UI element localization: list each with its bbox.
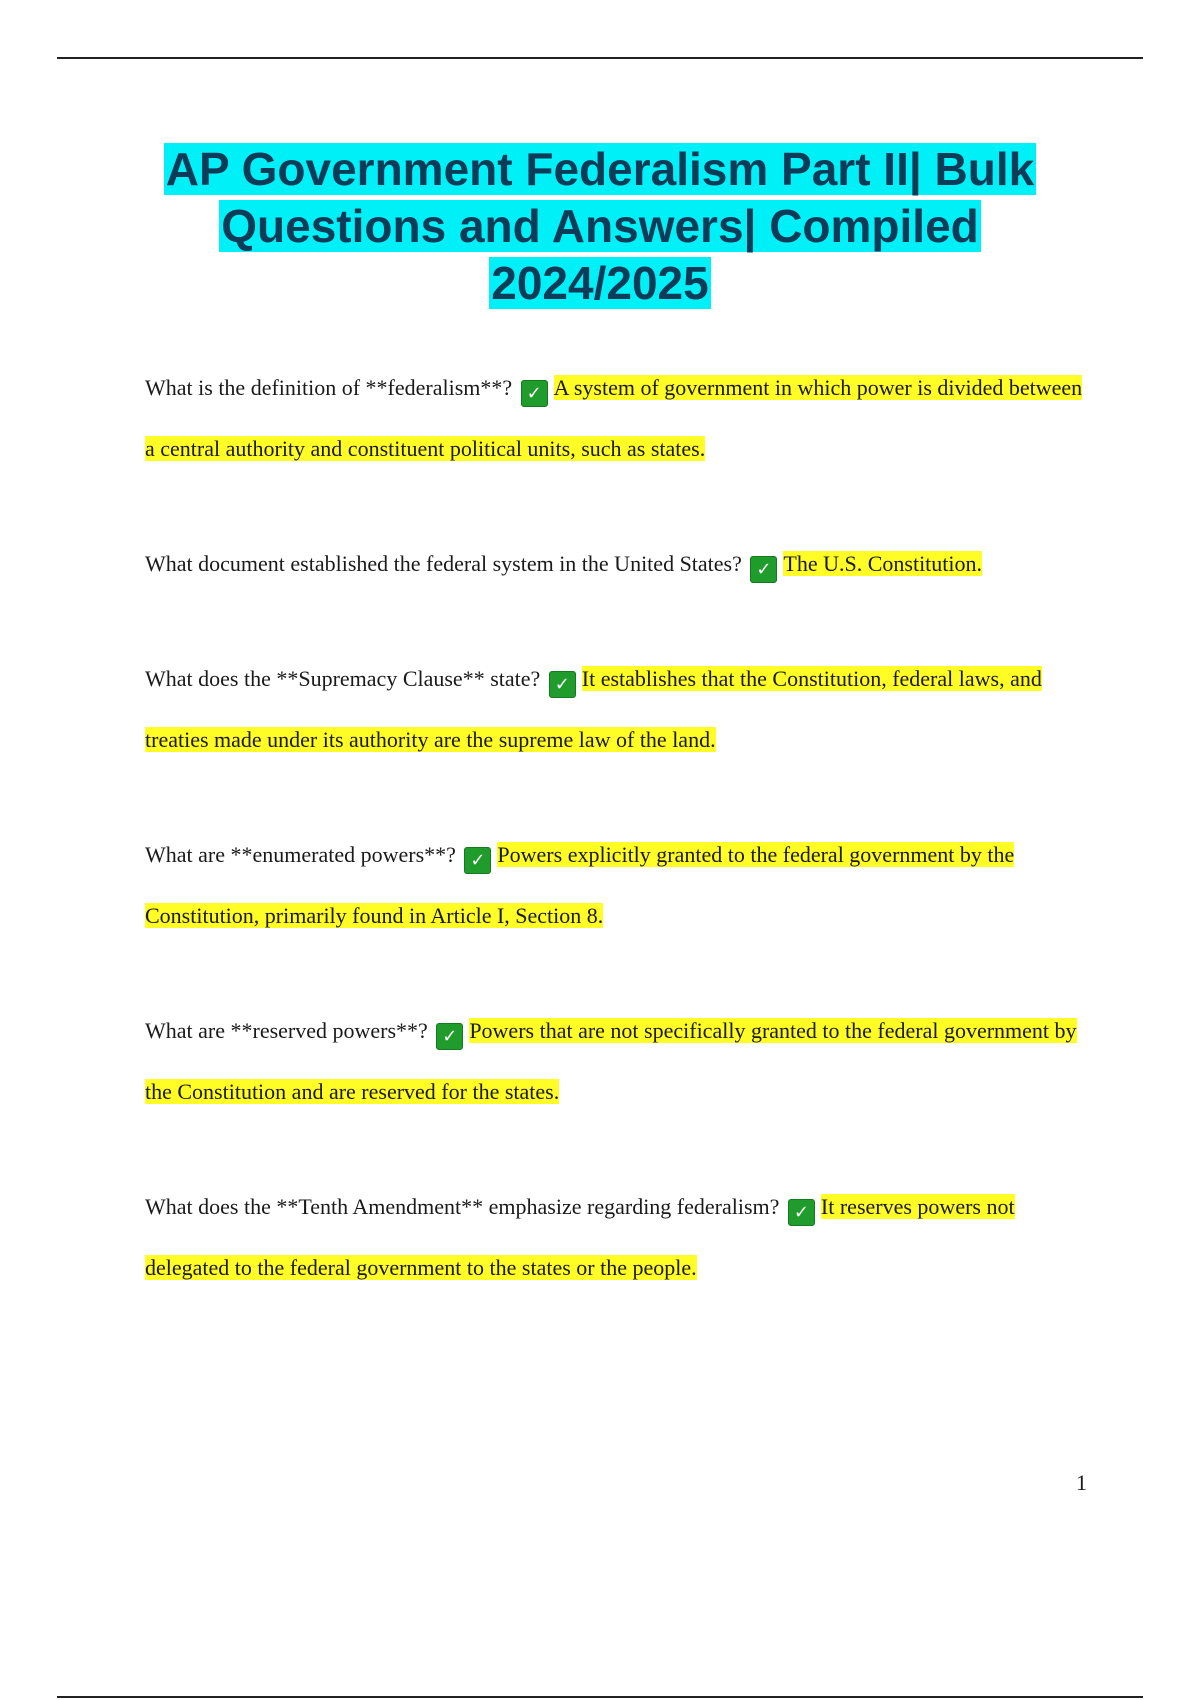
top-rule: [57, 57, 1143, 59]
title-line-2: Questions and Answers| Compiled: [221, 200, 979, 252]
check-mark-button-icon: ✓: [436, 1023, 463, 1050]
qa-item-2: [145, 533, 1090, 594]
question-text: What does the **Supremacy Clause** state?: [145, 666, 541, 691]
check-mark-button-icon: ✓: [549, 671, 576, 698]
answer-text: Powers that are not specifically granted to the federal government by the Constitution and are reserved for the states.: [145, 1018, 1077, 1104]
question-text: What is the definition of **federalism**?: [145, 375, 513, 400]
answer-text: Powers explicitly granted to the federal government by the Constitution, primarily found in Article I, Section 8.: [145, 842, 1015, 928]
answer-text: It reserves powers not delegated to the federal government to the states or the people.: [145, 1194, 1015, 1280]
bottom-rule: [57, 1696, 1143, 1698]
qa-item-1: [145, 357, 1090, 479]
page-title: [100, 141, 1100, 312]
answer-text: The U.S. Constitution.: [783, 551, 983, 576]
title-line-3: 2024/2025: [491, 257, 709, 309]
qa-list: [145, 357, 1090, 1352]
question-text: What are **enumerated powers**?: [145, 842, 456, 867]
check-mark-button-icon: ✓: [464, 847, 491, 874]
question-text: What document established the federal system in the United States?: [145, 551, 742, 576]
qa-item-3: [145, 648, 1090, 770]
answer-text: It establishes that the Constitution, federal laws, and treaties made under its authority are the supreme law of the land.: [145, 666, 1042, 752]
check-mark-button-icon: ✓: [521, 380, 548, 407]
check-mark-button-icon: ✓: [788, 1199, 815, 1226]
check-mark-button-icon: ✓: [750, 556, 777, 583]
question-text: What does the **Tenth Amendment** emphasize regarding federalism?: [145, 1194, 780, 1219]
qa-item-4: [145, 824, 1090, 946]
title-line-1: AP Government Federalism Part II| Bulk: [165, 143, 1035, 195]
qa-item-6: [145, 1176, 1090, 1298]
question-text: What are **reserved powers**?: [145, 1018, 428, 1043]
qa-item-5: [145, 1000, 1090, 1122]
answer-text: A system of government in which power is divided between a central authority and constituent political units, such as states.: [145, 375, 1083, 461]
page-number: 1: [1076, 1470, 1087, 1495]
